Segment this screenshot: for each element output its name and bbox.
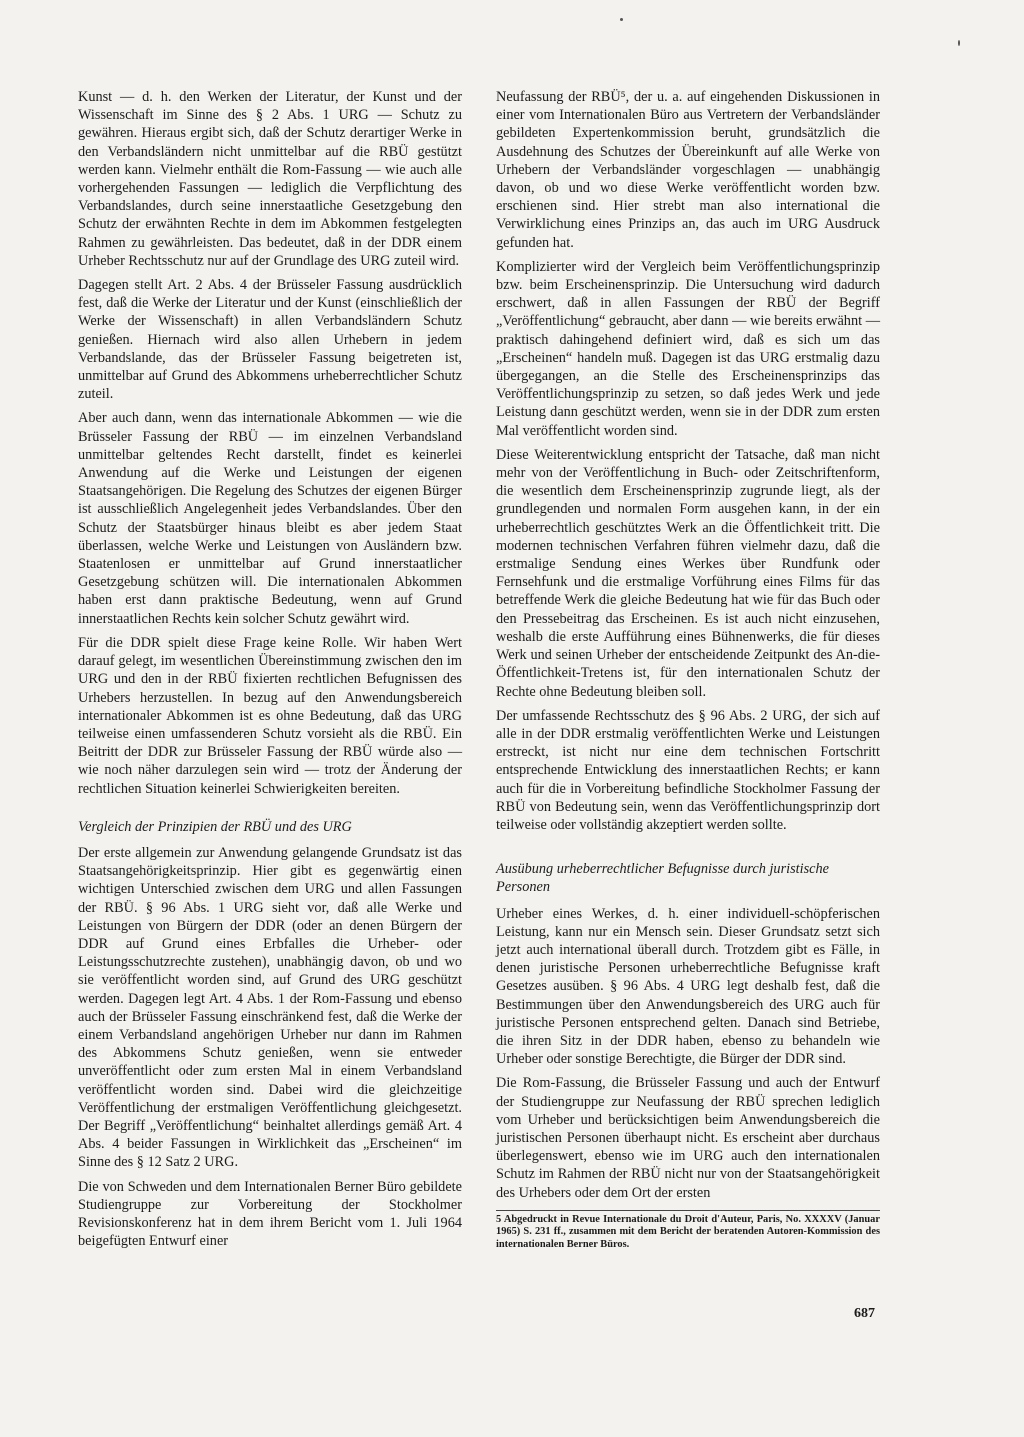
body-paragraph: Die von Schweden und dem Internationalen Berner Büro gebildete Studiengruppe zur Vorbereitung der Stockholmer Revisionskonferenz hat in dem ihrem Bericht vom 1. Juli 1964 beigefügten Entwurf einer (78, 1178, 462, 1250)
body-paragraph: Der erste allgemein zur Anwendung gelangende Grundsatz ist das Staatsangehörigkeitsprinzip. Hier gibt es gegenwärtig einen wichtigen Unterschied zwischen dem URG und allen Fassungen der RBÜ. § 96 Abs. 1 URG sieht vor, daß alle Werke und Leistungen von Bürgern der DDR (oder an denen Bürgern der DDR auf Grund eines Erbfalles die Urheber- oder Leistungsschutzrechte zustehen), unabhängig davon, ob und wo sie veröffentlicht worden sind, auf Grund des URG geschützt werden. Dagegen legt Art. 4 Abs. 1 der Rom-Fassung und ebenso auch der Brüsseler Fassung einschränkend fest, daß die Werke der einem Verbandsland angehörigen Urheber nur dann im Rahmen des Abkommens Schutz genießen, wenn sie entweder unveröffentlicht oder zum ersten Mal in einem Verbandsland veröffentlicht worden sind. Dabei wird die gleichzeitige Veröffentlichung der erstmaligen Veröffentlichung gleichgesetzt. Der Begriff „Veröffentlichung“ beinhaltet allerdings gemäß Art. 4 Abs. 4 beider Fassungen in Wirklichkeit das „Erscheinen“ im Sinne des § 12 Satz 2 URG. (78, 844, 462, 1171)
page-number: 687 (854, 1306, 875, 1321)
body-paragraph: Die Rom-Fassung, die Brüsseler Fassung und auch der Entwurf der Studiengruppe zur Neufassung der RBÜ sprechen lediglich vom Urheber und berücksichtigen beim Anwendungsbereich die juristischen Personen überhaupt nicht. Es erscheint aber durchaus überlegenswert, ebenso wie im URG auch den internationalen Schutz im Rahmen der RBÜ nicht nur von der Staatsangehörigkeit des Urhebers oder dem Ort der ersten (496, 1075, 880, 1201)
body-paragraph: Neufassung der RBÜ⁵, der u. a. auf eingehenden Diskussionen in einer vom Internationalen Büro aus Vertretern der Verbandsländer gebildeten Expertenkommission beruht, grundsätzlich die Ausdehnung des Schutzes der Übereinkunft auf alle Werke von Urhebern der Verbandsländer vorgeschlagen — unabhängig davon, ob und wo diese Werke veröffentlicht worden bzw. erschienen sind. Hier strebt man also international die Verwirklichung eines Prinzips an, das auch im URG Ausdruck gefunden hat. (496, 89, 880, 251)
body-paragraph: Für die DDR spielt diese Frage keine Rolle. Wir haben Wert darauf gelegt, im wesentlichen Übereinstimmung zwischen den im URG und den in der RBÜ fixierten rechtlichen Befugnissen des Urhebers herzustellen. In bezug auf den Anwendungsbereich internationaler Abkommen ist es ohne Bedeutung, daß das URG teilweise einen umfassenderen Schutz vorsieht als die RBÜ. Ein Beitritt der DDR zur Brüsseler Fassung der RBÜ würde also — wie noch näher darzulegen sein wird — trotz der Änderung der rechtlichen Situation keinerlei Schwierigkeiten bereiten. (78, 634, 462, 797)
scan-speck (958, 40, 960, 46)
section-heading: Ausübung urheberrechtlicher Befugnisse durch juristische Personen (496, 861, 830, 896)
body-paragraph: Komplizierter wird der Vergleich beim Veröffentlichungsprinzip bzw. beim Erscheinensprinzip. Die Untersuchung wird dadurch erschwert, daß in allen Fassungen der RBÜ der Begriff „Veröffentlichung“ gebraucht, aber dann — wie bereits erwähnt — praktisch dahingehend definiert wird, daß es sich um das „Erscheinen“ handeln muß. Dagegen ist das URG erstmalig dazu übergegangen, an die Stelle des Erscheinensprinzips das Veröffentlichungsprinzip zu setzen, so daß jedes Werk und jede Leistung dann geschützt werden, wenn sie in der DDR zum ersten Mal veröffentlicht worden sind. (496, 258, 880, 439)
body-paragraph: Der umfassende Rechtsschutz des § 96 Abs. 2 URG, der sich auf alle in der DDR erstmalig veröffentlichten Werke und Leistungen erstreckt, ist nicht nur eine dem technischen Fortschritt entsprechende Entwicklung des innerstaatlichen Rechts; er kann auch für die in Vorbereitung befindliche Stockholmer Fassung der RBÜ von Bedeutung sein, wenn das Veröffentlichungsprinzip dort teilweise oder vollständig akzeptiert werden sollte. (496, 707, 880, 833)
body-paragraph: Urheber eines Werkes, d. h. einer individuell-schöpferischen Leistung, kann nur ein Mensch sein. Dieser Grundsatz setzt sich jetzt auch international überall durch. Trotzdem gibt es Fälle, in denen juristische Personen urheberrechtliche Befugnisse kraft Gesetzes ausüben. § 96 Abs. 4 URG legt deshalb fest, daß die Bestimmungen über den Anwendungsbereich des URG auch für juristische Personen entsprechend gelten. Danach sind Betriebe, die ihren Sitz in der DDR haben, ebenso zu behandeln wie Urheber oder sonstige Berechtigte, die Bürger der DDR sind. (496, 905, 880, 1068)
footnote-divider (496, 1210, 880, 1211)
body-paragraph: Kunst — d. h. den Werken der Literatur, der Kunst und der Wissenschaft im Sinne des § 2 Abs. 1 URG — Schutz zu gewähren. Hieraus ergibt sich, daß der Schutz derartiger Werke in den Verbandsländern nicht unmittelbar auf die RBÜ gestützt werden kann. Vielmehr enthält die Rom-Fassung — wie auch alle vorhergehenden Fassungen — lediglich die Verpflichtung des Verbandslandes, durch seine innerstaatliche Gesetzgebung den Schutz der erwähnten Rechte in dem im Abkommen festgelegten Rahmen zu gewährleisten. Das bedeutet, daß in der DDR einem Urheber Rechtsschutz nur auf der Grundlage des URG zuteil wird. (78, 89, 462, 269)
footnote: 5 Abgedruckt in Revue Internationale du Droit d'Auteur, Paris, No. XXXXV (Januar 1965) S. 231 ff., zusammen mit dem Bericht der beratenden Autoren-Kommission des internationalen Berner Büros. (496, 1213, 880, 1250)
body-paragraph: Dagegen stellt Art. 2 Abs. 4 der Brüsseler Fassung ausdrücklich fest, daß die Werke der Literatur und der Kunst (einschließlich der Werke der Wissenschaft) in allen Verbandsländern Schutz genießen. Hiernach wird also allen Urhebern in jedem Verbandslande, das der Brüsseler Fassung beigetreten ist, unmittelbar auf Grund des Abkommens urheberrechtlicher Schutz zuteil. (78, 277, 462, 403)
section-heading: Vergleich der Prinzipien der RBÜ und des URG (78, 818, 352, 835)
body-paragraph: Aber auch dann, wenn das internationale Abkommen — wie die Brüsseler Fassung der RBÜ — im einzelnen Verbandsland unmittelbar geltendes Recht darstellt, findet es keinerlei Anwendung auf die Werke und Leistungen der eigenen Staatsangehörigen. Die Regelung des Schutzes der eigenen Bürger ist ausschließlich Angelegenheit jedes Verbandslandes. Über den Schutz der Staatsbürger hinaus bleibt es aber jedem Staat überlassen, welche Werke und Leistungen von Ausländern bzw. Staatenlosen er unmittelbar auf Grund innerstaatlicher Gesetzgebung schützen will. Die internationalen Abkommen haben erst dann praktische Bedeutung, wenn auf Grund innerstaatlichen Rechts kein solcher Schutz gewährt wird. (78, 410, 462, 627)
right-column (496, 88, 880, 1252)
scan-speck (620, 18, 623, 21)
body-paragraph: Diese Weiterentwicklung entspricht der Tatsache, daß man nicht mehr von der Veröffentlichung in Buch- oder Zeitschriftenform, die wesentlich dem Erscheinensprinzip zugrunde liegt, als der grundlegenden und normalen Form ausgehen kann, in der ein urheberrechtlich geschütztes Werk an die Öffentlichkeit tritt. Die modernen technischen Verfahren führen vielmehr dazu, daß die erstmalige Sendung eines Werkes über Rundfunk oder Fernsehfunk und die erstmalige Vorführung eines Films für das betreffende Werk die gleiche Bedeutung hat wie für das Buch oder den Pressebeitrag das Erscheinen. Es ist auch nicht einzusehen, weshalb die erste Aufführung eines Bühnenwerks, die für dieses Werk und seinen Urheber der entscheidende Zeitpunkt des An-die-Öffentlichkeit-Tretens ist, für den internationalen Schutz der Rechte ohne Bedeutung bleiben soll. (496, 446, 880, 700)
left-column (78, 88, 462, 1256)
